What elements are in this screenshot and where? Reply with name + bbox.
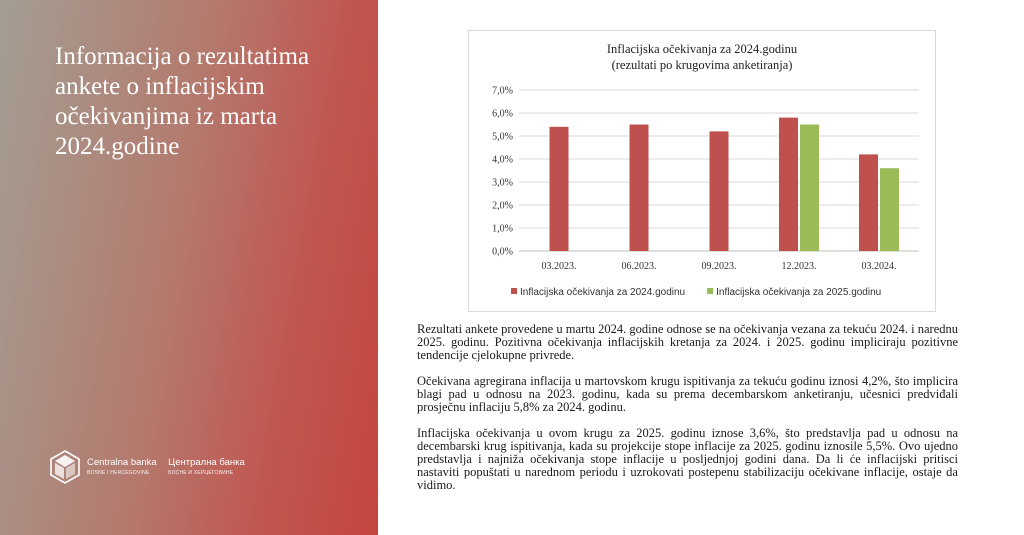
inflation-chart — [468, 30, 936, 312]
y-tick-label: 0,0% — [492, 246, 513, 258]
logo-name-latin: Centralna banka — [87, 457, 157, 468]
bar-series-1-3 — [710, 131, 729, 251]
legend — [511, 287, 881, 298]
chart-title: Inflacijska očekivanja za 2024.godinu — [606, 42, 798, 56]
bar-series-1-2 — [630, 125, 649, 252]
chart-canvas — [469, 31, 935, 311]
y-tick-label: 5,0% — [492, 131, 513, 143]
legend-label-2: Inflacijska očekivanja za 2025.godinu — [716, 287, 882, 298]
logo-name-cyrillic: Централна банка — [168, 457, 245, 468]
bars — [550, 118, 900, 251]
x-tick-label: 12.2023. — [781, 261, 817, 272]
y-tick-label: 3,0% — [492, 177, 513, 189]
legend-swatch-1 — [511, 288, 517, 294]
chart-subtitle: (rezultati po krugovima anketiranja) — [611, 58, 793, 72]
slide-title: Informacija o rezultatima ankete o inflacijskim očekivanjima iz marta 2024.godine — [55, 43, 310, 160]
y-tick-label: 1,0% — [492, 223, 513, 235]
bank-logo — [50, 450, 252, 484]
y-tick-label: 7,0% — [492, 85, 513, 97]
legend-swatch-2 — [707, 288, 713, 294]
y-axis-ticks — [492, 86, 513, 258]
y-tick-label: 2,0% — [492, 200, 513, 212]
bar-series-1-1 — [550, 127, 569, 251]
paragraph-2: Očekivana agregirana inflacija u martovskom krugu ispitivanja za tekuću godinu iznosi 4,2%, što implicira blagi pad u odnosu na 2023. godinu, kada su prema decembarskom anketiranju, učesnici predviđali prosječnu inflaciju 5,8% za 2024. godinu. — [417, 374, 958, 414]
y-tick-label: 4,0% — [492, 154, 513, 166]
y-tick-label: 6,0% — [492, 108, 513, 120]
bar-series-2-4 — [800, 125, 819, 252]
x-axis-ticks — [542, 261, 897, 272]
bank-emblem-icon — [50, 450, 80, 484]
paragraph-1: Rezultati ankete provedene u martu 2024. godine odnose se na očekivanja vezana za tekuću 2024. i narednu 2025. godinu. Pozitivna očekivanja inflacijskih kretanja za 2024. i 2025. godinu impliciraju pozitivne tendencije cjelokupne privrede. — [417, 322, 958, 362]
title-panel — [0, 0, 378, 535]
logo-sub-cyrillic: БОСНЕ И ХЕРЦЕГОВИНЕ — [168, 470, 234, 476]
x-tick-label: 03.2023. — [541, 261, 577, 272]
x-tick-label: 06.2023. — [621, 261, 657, 272]
bar-series-1-5 — [859, 154, 878, 251]
logo-sub-latin: BOSNE I HERCEGOVINE — [87, 470, 150, 476]
paragraph-3: Inflacijska očekivanja u ovom krugu za 2025. godinu iznose 3,6%, što predstavlja pad u odnosu na decembarski krug ispitivanja, kada su projekcije stope inflacije za 2025. godinu iznosile 5,5%. Ovo ujedno predstavlja i najniža očekivanja stope inflacije u posljednjoj godini dana. Da li će inflacijski pritisci nastaviti popuštati u narednom periodu i uzrokovati postepenu stabilizaciju očekivane inflacije, ostaje da vidimo. — [417, 426, 958, 492]
bar-series-2-5 — [880, 168, 899, 251]
bar-series-1-4 — [779, 118, 798, 251]
x-tick-label: 09.2023. — [701, 261, 737, 272]
commentary — [417, 323, 958, 505]
x-tick-label: 03.2024. — [861, 261, 897, 272]
legend-label-1: Inflacijska očekivanja za 2024.godinu — [520, 287, 686, 298]
